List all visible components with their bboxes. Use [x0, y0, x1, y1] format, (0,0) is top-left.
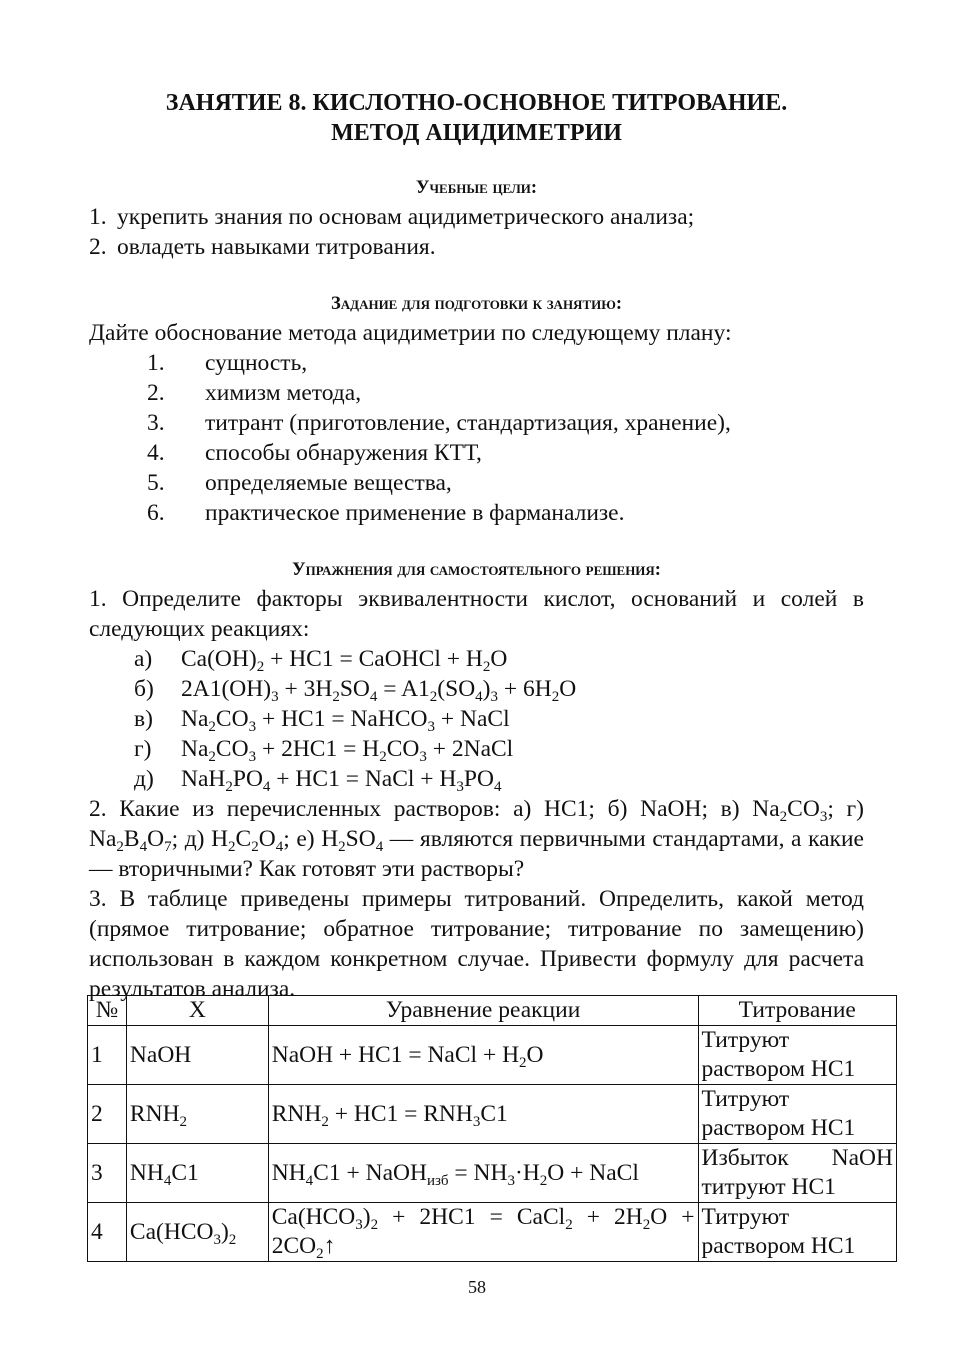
- table-header-row: [88, 996, 897, 1026]
- cell-x: $Ca(HCO_3)_2$: [126, 1203, 268, 1262]
- col-header-x: X: [126, 996, 268, 1026]
- task-heading: Задание для подготовки к занятию:: [330, 294, 623, 314]
- cell-equation: $RNH_2 + HC1 = RNH_3C1$: [268, 1085, 698, 1144]
- goals-list: [89, 202, 864, 262]
- task-intro: Дайте обоснование метода ацидиметрии по следующему плану:: [89, 320, 732, 346]
- cell-x: $RNH_2$: [126, 1085, 268, 1144]
- list-item: 3. титрант (приготовление, стандартизация, хранение),: [147, 410, 731, 436]
- reaction-item: а) $Ca(OH)_2 + HC1$ = CaOHCl + $H_2O$: [134, 646, 508, 675]
- table-row: [88, 1203, 897, 1262]
- exercises-heading: Упражнения для самостоятельного решения:: [292, 560, 661, 580]
- exercise-3: 3. В таблице приведены примеры титрований. Определить, какой метод (прямое титрование; обратное титрование; титрование по замещению) использован в каждом конкретном случае. Привести формулу для расчета результатов анализа.: [89, 886, 864, 1002]
- page-number: 58: [468, 1277, 486, 1297]
- reaction-item: д) $NaH_2PO_4 + HC1$ = NaCl + $H_3PO_4$: [134, 766, 502, 795]
- table-row: [88, 1026, 897, 1085]
- goals-heading: Учебные цели:: [415, 178, 538, 198]
- titration-table: [87, 995, 897, 1262]
- cell-x: NaOH: [126, 1026, 268, 1085]
- cell-equation: $Ca(HCO_3)_2 + 2HC1$ = CaCl$_2$ + $2H_2O$ + $2CO_2↑$: [268, 1203, 698, 1262]
- cell-number: 4: [88, 1203, 127, 1262]
- lesson-title-line2: МЕТОД АЦИДИМЕТРИИ: [331, 120, 622, 146]
- cell-equation: $NH_4C1$ + NaOH$_{изб}$ = $NH_3\cdot H_2O$ + NaCl: [268, 1144, 698, 1203]
- table-row: [88, 1144, 897, 1203]
- plan-list: [89, 348, 864, 528]
- col-header-number: №: [88, 996, 127, 1026]
- page-content: [89, 88, 864, 1004]
- cell-x: $NH_4C1$: [126, 1144, 268, 1203]
- cell-titration: Титруют раствором HC1: [698, 1203, 897, 1262]
- list-item: 2. овладеть навыками титрования.: [89, 234, 436, 260]
- cell-equation: NaOH + HC1 = NaCl + $H_2O$: [268, 1026, 698, 1085]
- cell-number: 3: [88, 1144, 127, 1203]
- list-item: 1. укрепить знания по основам ацидиметрического анализа;: [89, 204, 695, 230]
- cell-titration: Титруют раствором HC1: [698, 1085, 897, 1144]
- list-item: 6. практическое применение в фарманализе.: [147, 500, 625, 526]
- exercise-1: 1. Определите факторы эквивалентности кислот, оснований и солей в следующих реакциях:: [89, 586, 864, 642]
- col-header-equation: Уравнение реакции: [268, 996, 698, 1026]
- list-item: 5. определяемые вещества,: [147, 470, 452, 496]
- reactions-list: [89, 644, 864, 794]
- list-item: 2. химизм метода,: [147, 380, 362, 406]
- list-item: 1. сущность,: [147, 350, 308, 376]
- cell-titration: Избыток NaOH титруют HC1: [698, 1144, 897, 1203]
- reaction-item: в) $Na_2CO_3 + HC1$ = NaHCO$_3$ + NaCl: [134, 706, 510, 735]
- cell-number: 2: [88, 1085, 127, 1144]
- reaction-item: г) $Na_2CO_3 + 2HC1 = H_2CO_3$ + 2NaCl: [134, 736, 514, 765]
- lesson-title-line1: ЗАНЯТИЕ 8. КИСЛОТНО-ОСНОВНОЕ ТИТРОВАНИЕ.: [165, 90, 788, 116]
- table-row: [88, 1085, 897, 1144]
- cell-number: 1: [88, 1026, 127, 1085]
- list-item: 4. способы обнаружения КТТ,: [147, 440, 482, 466]
- exercise-2: 2. Какие из перечисленных растворов: а) HC1; б) NaOH; в) $Na_2CO_3$; г) $Na_2B_4O_7$; д) $H_2C_2O_4$; е) $H_2SO_4$ — являются первичными стандартами, а какие — вторичными? Как готовят эти растворы?: [89, 796, 865, 882]
- cell-titration: Титруют раствором HC1: [698, 1026, 897, 1085]
- reaction-item: б) $2A1(OH)_3 + 3H_2SO_4 = A1_2(SO_4)_3 + 6H_2O$: [134, 676, 577, 705]
- col-header-titration: Титрование: [698, 996, 897, 1026]
